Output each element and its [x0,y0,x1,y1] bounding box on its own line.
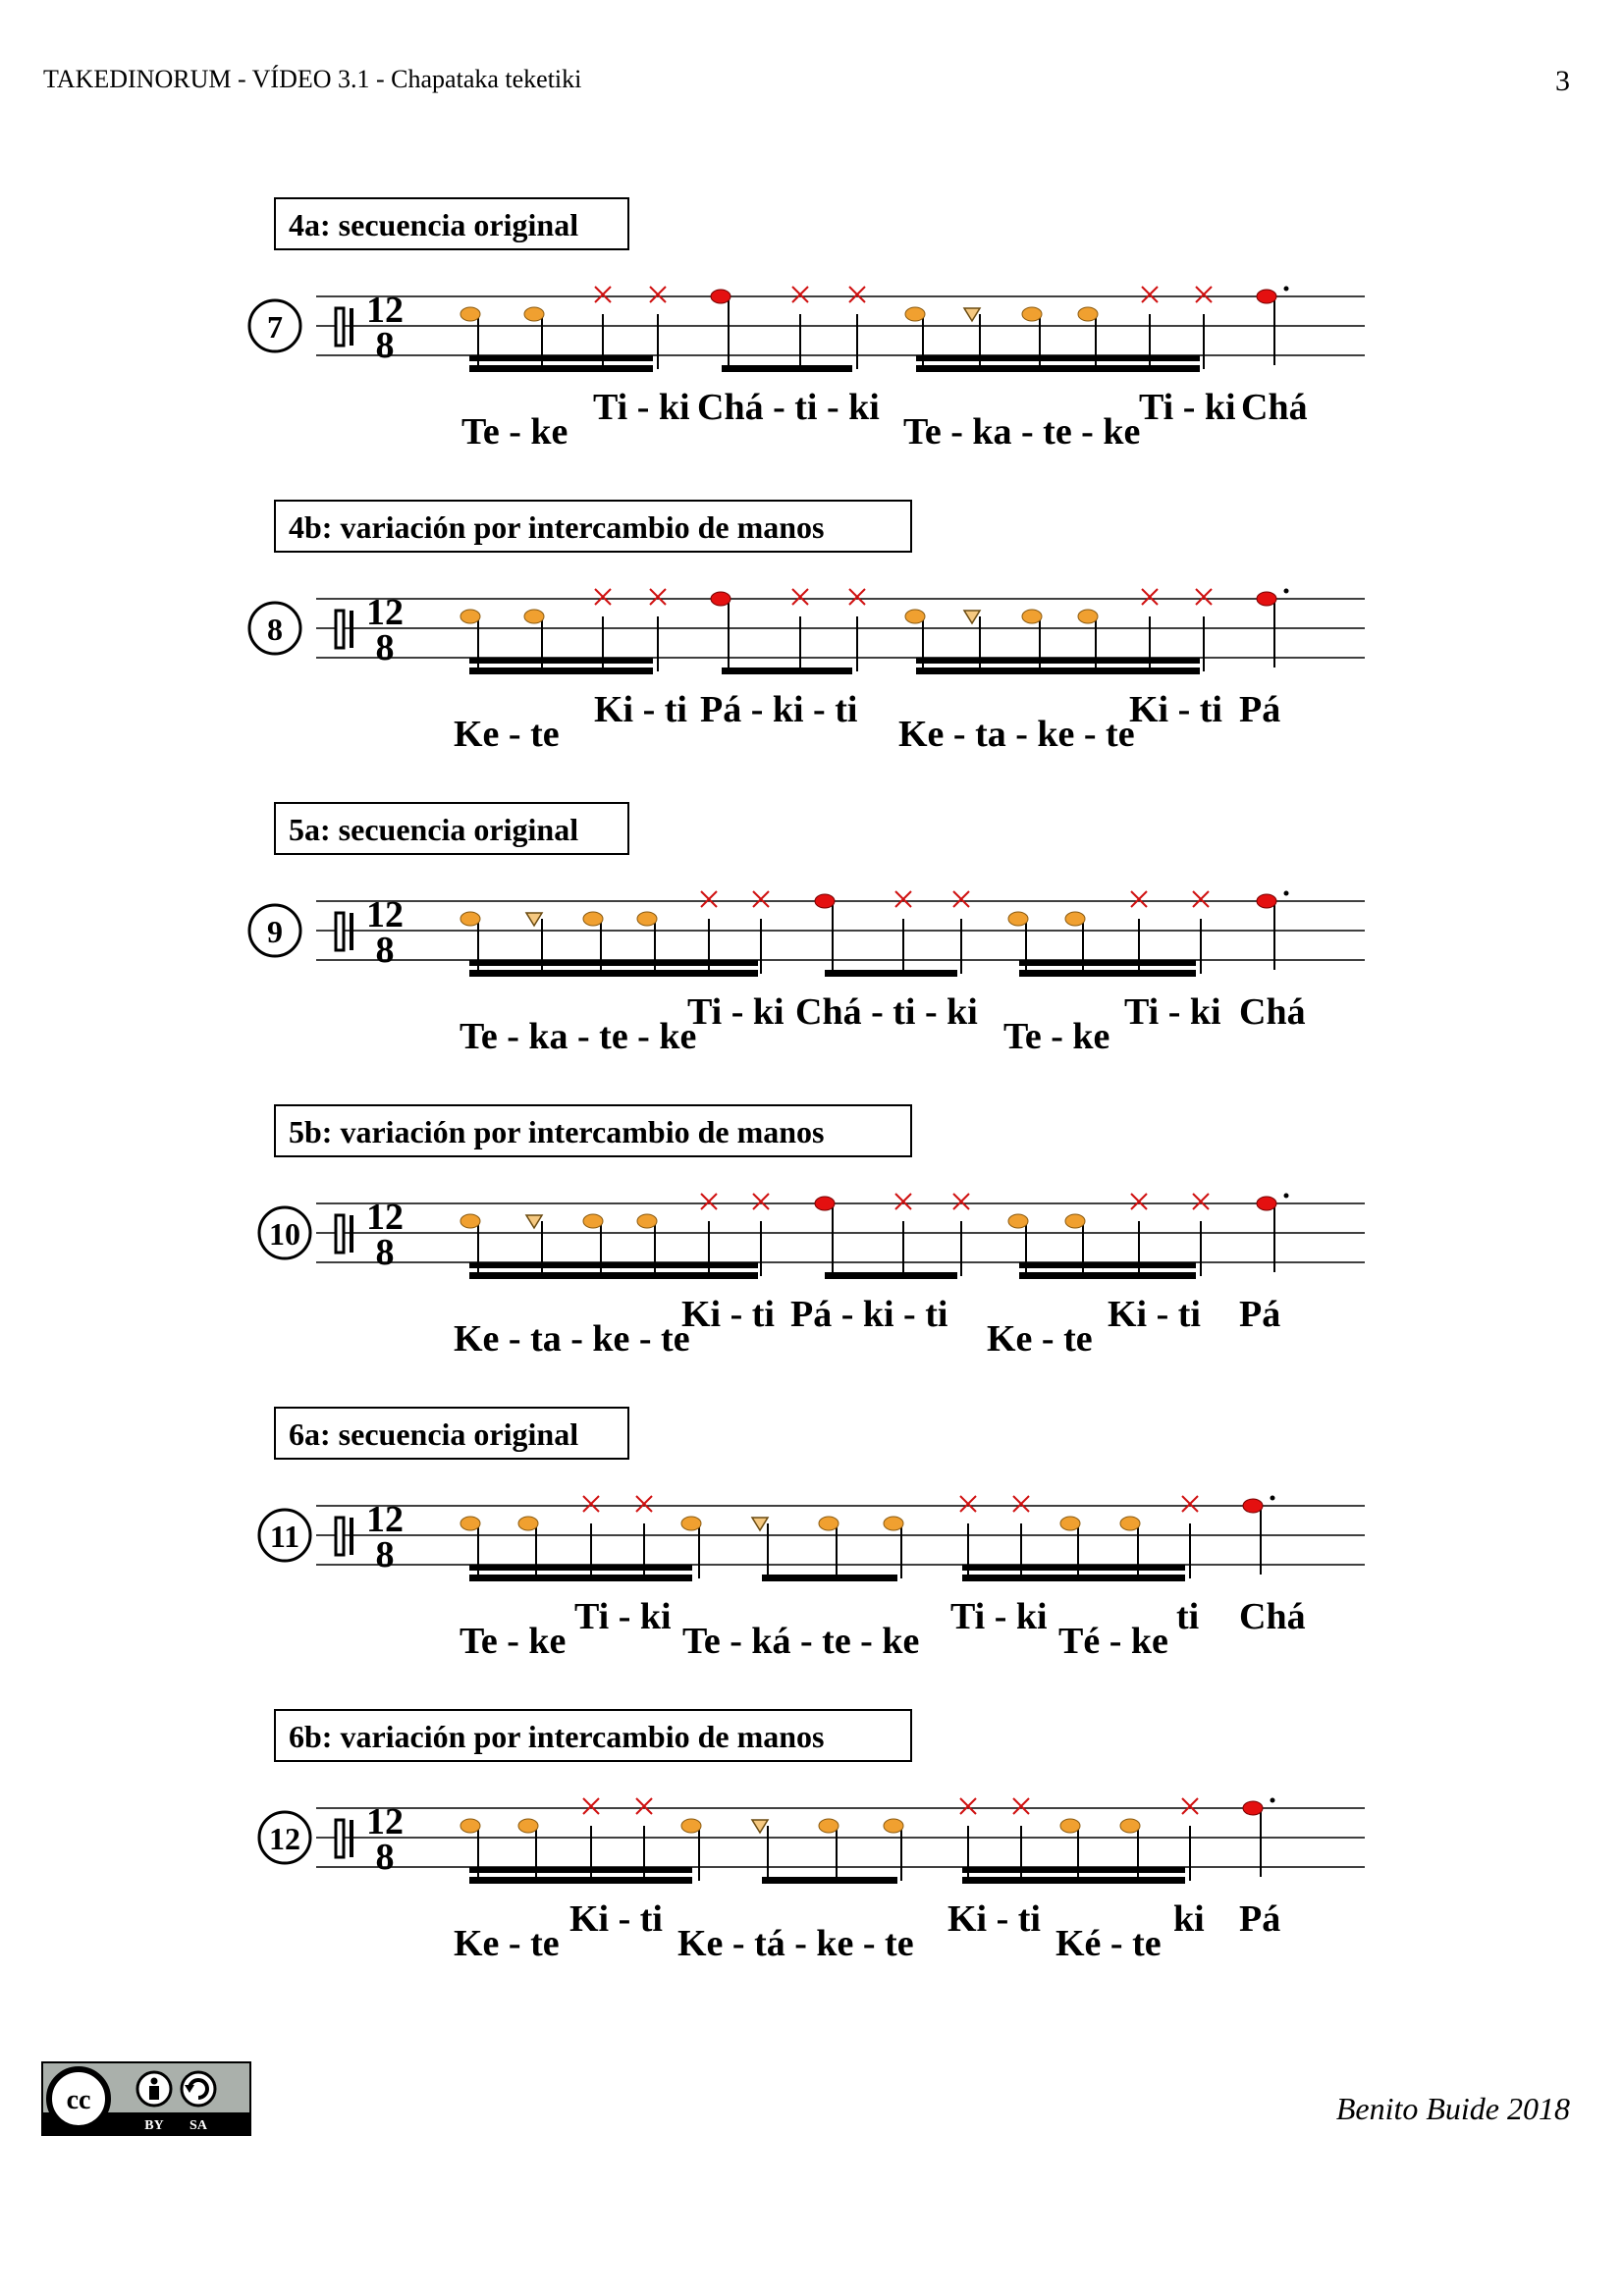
note-head [1120,1517,1140,1530]
clef-bar [350,308,353,346]
ghost-note-head [526,1215,542,1228]
lyric-syllables: Ki - ti [681,1294,775,1335]
note-head [884,1819,903,1833]
lyric-syllables: Pá - ki - ti [790,1294,948,1335]
beam [469,1575,692,1581]
measure-number: 7 [267,309,283,345]
system-12 [259,1710,1365,1964]
time-sig-bottom: 8 [375,930,395,971]
measure-number: 9 [267,914,283,949]
lyric-syllables: Ti - ki [593,387,690,428]
dot [1284,287,1289,292]
lyric-syllables: Ke - te [454,1923,560,1964]
beam [1019,960,1196,966]
lyric-syllables: Chá - ti - ki [795,991,978,1033]
time-sig-bottom: 8 [375,1534,395,1575]
lyric-syllables: Ke - ta - ke - te [898,714,1135,755]
measure-number: 12 [269,1821,300,1856]
beam [1019,1272,1196,1279]
lyric-syllables: Ki - ti [947,1898,1041,1940]
cc-mark: cc [66,2085,91,2115]
lyric-syllables: Ti - ki [1124,991,1221,1033]
author-credit: Benito Buide 2018 [1335,2091,1570,2126]
lyric-syllables: Ti - ki [687,991,784,1033]
note-head [524,610,544,623]
time-sig-bottom: 8 [375,627,395,668]
ghost-note-head [964,308,980,321]
system-8 [249,501,1365,755]
system-10 [259,1105,1365,1360]
section-label: 5b: variación por intercambio de manos [289,1114,825,1149]
note-head [1078,307,1098,321]
dot [1271,1798,1275,1803]
lyric-syllables: Ke - te [454,714,560,755]
sa-label: SA [189,2118,207,2133]
note-head [884,1517,903,1530]
note-head [681,1819,701,1833]
section-label: 5a: secuencia original [289,812,579,847]
lyric-syllables: Te - ke [460,1621,567,1662]
beam [762,1877,897,1884]
note-head [524,307,544,321]
section-label: 4a: secuencia original [289,207,579,242]
system-11 [259,1408,1365,1662]
measure-number: 11 [269,1519,300,1554]
accent-note-head [1243,1499,1263,1513]
by-label: BY [144,2118,164,2133]
accent-note-head [1243,1801,1263,1815]
time-sig-top: 12 [366,1801,404,1842]
ghost-note-head [964,611,980,623]
lyric-syllables: Te - ke [461,411,568,453]
lyric-syllables: Ti - ki [574,1596,672,1637]
section-label: 4b: variación por intercambio de manos [289,509,825,545]
lyric-syllables: Ké - te [1055,1923,1162,1964]
lyric-syllables: Ki - ti [594,689,687,730]
clef-bar [350,1215,353,1253]
lyric-syllables: Te - ka - te - ke [460,1016,697,1057]
lyric-syllables: Ke - te [987,1318,1093,1360]
dot [1284,589,1289,594]
note-head [905,610,925,623]
beam [762,1575,897,1581]
accent-note-head [815,1197,835,1210]
clef-bar [350,1820,353,1857]
lyric-syllables: ki [1173,1898,1205,1940]
clef-bar [350,913,353,950]
note-head [460,1517,480,1530]
lyric-syllables: Pá [1239,689,1281,730]
note-head [460,1214,480,1228]
lyric-syllables: Chá [1241,387,1308,428]
lyric-syllables: Chá [1239,1596,1306,1637]
beam [469,1867,692,1873]
time-sig-top: 12 [366,1197,404,1238]
beam [1019,970,1196,977]
beam [469,658,653,664]
beam [962,1867,1185,1873]
lyric-syllables: Ki - ti [1129,689,1222,730]
measure-number: 8 [267,612,283,647]
measure-number: 10 [269,1216,300,1252]
lyric-syllables: Té - ke [1058,1621,1168,1662]
note-head [1120,1819,1140,1833]
beam [825,970,957,977]
beam [916,365,1200,372]
beam [469,960,758,966]
lyric-syllables: Pá - ki - ti [700,689,858,730]
time-sig-bottom: 8 [375,1837,395,1878]
section-label: 6b: variación por intercambio de manos [289,1719,825,1754]
clef-bar [350,1518,353,1555]
accent-note-head [711,290,730,303]
time-sig-bottom: 8 [375,1232,395,1273]
note-head [583,912,603,926]
accent-note-head [1257,894,1276,908]
lyric-syllables: Ke - tá - ke - te [677,1923,914,1964]
beam [916,355,1200,361]
note-head [1022,610,1042,623]
beam [722,365,852,372]
beam [962,1565,1185,1571]
lyric-syllables: Pá [1239,1898,1281,1940]
note-head [905,307,925,321]
lyric-syllables: Chá [1239,991,1306,1033]
note-head [1065,1214,1085,1228]
beam [825,1272,957,1279]
beam [469,1565,692,1571]
section-label: 6a: secuencia original [289,1416,579,1452]
note-head [1008,912,1028,926]
note-head [518,1517,538,1530]
clef-bar [336,1820,344,1857]
clef-bar [336,611,344,648]
lyric-syllables: Te - ká - te - ke [682,1621,920,1662]
header-title: TAKEDINORUM - VÍDEO 3.1 - Chapataka teketiki [43,65,582,93]
time-sig-bottom: 8 [375,325,395,366]
note-head [460,1819,480,1833]
lyric-syllables: Chá - ti - ki [697,387,880,428]
note-head [681,1517,701,1530]
note-head [1078,610,1098,623]
beam [469,1272,758,1279]
note-head [819,1517,839,1530]
accent-note-head [711,592,730,606]
beam [722,667,852,674]
time-sig-top: 12 [366,592,404,633]
system-7 [249,198,1365,453]
note-head [1022,307,1042,321]
note-head [637,912,657,926]
note-head [460,912,480,926]
beam [1019,1262,1196,1268]
clef-bar [336,1215,344,1253]
beam [916,658,1200,664]
beam [962,1575,1185,1581]
beam [469,1877,692,1884]
clef-bar [336,913,344,950]
lyric-syllables: Ti - ki [1139,387,1236,428]
lyric-syllables: Ki - ti [569,1898,663,1940]
lyric-syllables: Te - ke [1003,1016,1110,1057]
ghost-note-head [526,913,542,926]
cc-license-badge [41,2061,251,2136]
beam [469,1262,758,1268]
note-head [583,1214,603,1228]
clef-bar [336,308,344,346]
dot [1284,891,1289,896]
share-alike-icon [182,2072,215,2106]
note-head [819,1819,839,1833]
accent-note-head [1257,592,1276,606]
note-head [637,1214,657,1228]
note-head [1060,1517,1080,1530]
time-sig-top: 12 [366,1499,404,1540]
clef-bar [350,611,353,648]
note-head [518,1819,538,1833]
time-sig-top: 12 [366,290,404,331]
note-head [460,307,480,321]
note-head [1065,912,1085,926]
note-head [1008,1214,1028,1228]
clef-bar [336,1518,344,1555]
beam [469,365,653,372]
note-head [1060,1819,1080,1833]
note-head [460,610,480,623]
beam [962,1877,1185,1884]
lyric-syllables: Ki - ti [1108,1294,1201,1335]
lyric-syllables: Te - ka - te - ke [903,411,1141,453]
dot [1271,1496,1275,1501]
beam [469,355,653,361]
beam [469,970,758,977]
beam [469,667,653,674]
ghost-note-head [752,1820,768,1833]
lyric-syllables: ti [1176,1596,1200,1637]
accent-note-head [1257,290,1276,303]
time-sig-top: 12 [366,894,404,935]
lyric-syllables: Ti - ki [950,1596,1048,1637]
lyric-syllables: Pá [1239,1294,1281,1335]
page-number: 3 [1555,65,1570,97]
system-9 [249,803,1365,1057]
accent-note-head [1257,1197,1276,1210]
accent-note-head [815,894,835,908]
lyric-syllables: Ke - ta - ke - te [454,1318,690,1360]
ghost-note-head [752,1518,768,1530]
dot [1284,1194,1289,1199]
beam [916,667,1200,674]
